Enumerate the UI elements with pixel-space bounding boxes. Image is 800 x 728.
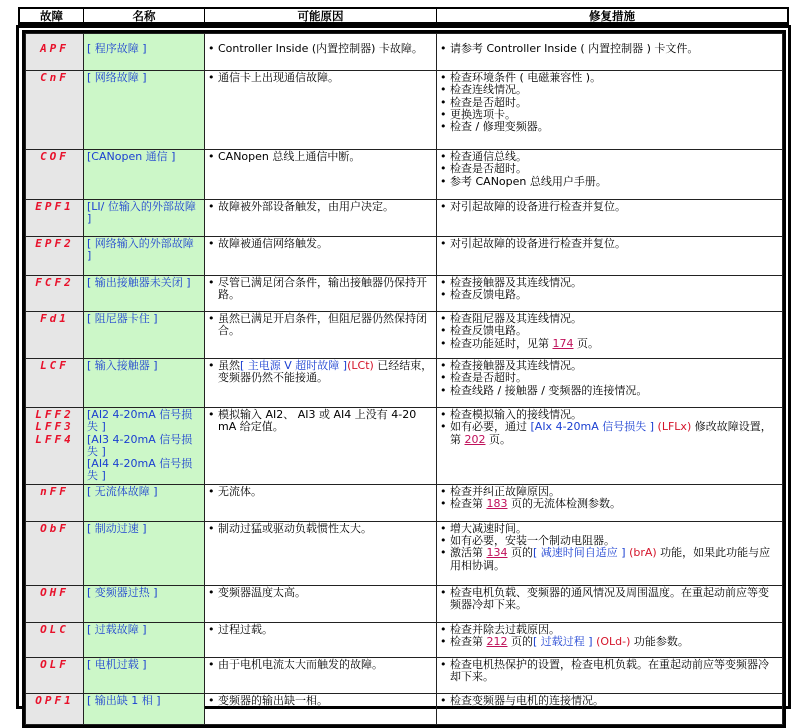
fault-name: [ 输入接触器 ]	[87, 359, 158, 372]
remedy-bullet	[440, 201, 779, 213]
fault-name-cell	[84, 359, 205, 408]
remedy-bullet	[440, 498, 779, 510]
fault-code-cell	[26, 484, 84, 521]
fault-code-cell	[26, 585, 84, 622]
fault-code-cell	[26, 408, 84, 485]
cause-cell	[205, 71, 437, 150]
fault-code: CnF	[40, 71, 69, 84]
fault-code: FCF2	[35, 276, 74, 289]
text-segment: 检查并纠正故障原因。	[450, 484, 560, 498]
remedy-bullet	[440, 695, 779, 707]
remedy-bullet	[440, 238, 779, 250]
text-segment: 变频器温度太高。	[218, 585, 306, 599]
cause-cell	[205, 312, 437, 359]
table-row	[26, 237, 783, 276]
text-segment: 检查阻尼器及其连线情况。	[450, 312, 582, 325]
fault-code: OLC	[40, 622, 69, 636]
text-segment: 增大减速时间。	[450, 521, 527, 535]
text-segment: 检查线路 / 接触器 / 变频器的连接情况。	[450, 383, 648, 397]
cause-cell	[205, 34, 437, 71]
fault-code: nFF	[40, 484, 69, 498]
text-segment: 由于电机电流太大而触发的故障。	[218, 657, 383, 671]
text-segment: 检查电机热保护的设置，检查电机负载。在重起动前应等变频器冷却下来。	[450, 657, 769, 684]
fault-name-cell	[84, 71, 205, 150]
cause-cell	[205, 521, 437, 585]
remedy-cell	[437, 237, 783, 276]
text-segment: 检查第	[450, 497, 487, 511]
remedy-bullet	[440, 587, 779, 612]
text-segment: 尽管已满足闭合条件，输出接触器仍保持开路。	[218, 276, 427, 302]
text-segment: 激活第	[450, 546, 487, 560]
text-segment: 页的	[507, 546, 533, 560]
text-segment: Controller Inside (内置控制器) 卡故障。	[218, 42, 423, 55]
fault-name-cell	[84, 484, 205, 521]
cause-cell	[205, 200, 437, 237]
page-link[interactable]: 174	[552, 336, 574, 350]
remedy-cell	[437, 484, 783, 521]
remedy-cell	[437, 657, 783, 693]
header-cause: 可能原因	[205, 9, 437, 22]
header-remedy: 修复措施	[589, 9, 635, 23]
cause-cell	[205, 359, 437, 408]
text-segment: 页。	[485, 432, 511, 446]
fault-code-cell	[26, 657, 84, 693]
parameter-ref: (LFLx)	[654, 420, 692, 434]
fault-code: OLF	[40, 657, 69, 671]
text-segment: 虽然	[218, 359, 240, 372]
text-segment: 检查环境条件 ( 电磁兼容性 )。	[450, 71, 602, 84]
fault-name-cell	[84, 34, 205, 71]
remedy-cell	[437, 276, 783, 312]
fault-code: ObF	[40, 521, 69, 535]
table-row	[26, 312, 783, 359]
cause-cell	[205, 657, 437, 693]
fault-code: EPF2	[35, 237, 74, 250]
table-row	[26, 276, 783, 312]
fault-name-cell	[84, 585, 205, 622]
text-segment: 通信卡上出现通信故障。	[218, 71, 339, 84]
text-segment: 检查电机负载、变频器的通风情况及周围温度。在重起动前应等变频器冷却下来。	[450, 585, 769, 612]
fault-name: [ 网络故障 ]	[87, 71, 147, 84]
remedy-bullet	[440, 43, 779, 55]
fault-name: [ 输出缺 1 相 ]	[87, 693, 161, 707]
text-segment: 检查第	[450, 635, 487, 649]
fault-name-cell	[84, 237, 205, 276]
fault-name: [AI4 4-20mA 信号损失 ]	[87, 457, 193, 483]
text-segment: 功能参数。	[630, 635, 689, 649]
remedy-bullet	[440, 289, 779, 301]
page-link[interactable]: 212	[486, 635, 508, 649]
cause-bullet	[208, 43, 433, 55]
cause-bullet	[208, 238, 433, 250]
header-code: 故障	[20, 9, 84, 22]
fault-name-cell	[84, 657, 205, 693]
fault-code: APF	[40, 42, 69, 55]
table-row	[26, 150, 783, 200]
cause-bullet	[208, 151, 433, 163]
parameter-ref: [ 减速时间自适应 ]	[533, 546, 626, 560]
text-segment: 检查接触器及其连线情况。	[450, 359, 582, 372]
cause-bullet	[208, 201, 433, 213]
text-segment: 故障被外部设备触发，由用户决定。	[218, 200, 394, 213]
text-segment: 无流体。	[218, 484, 262, 498]
remedy-bullet	[440, 636, 779, 648]
remedy-cell	[437, 693, 783, 724]
remedy-bullet	[440, 547, 779, 572]
table-row	[26, 200, 783, 237]
remedy-bullet	[440, 659, 779, 684]
parameter-ref: [AIx 4-20mA 信号损失 ]	[530, 420, 655, 434]
cause-bullet	[208, 486, 433, 498]
fault-name: [ 制动过速 ]	[87, 521, 147, 535]
remedy-bullet	[440, 421, 779, 446]
fault-code: LFF3	[35, 420, 74, 434]
table-row	[26, 585, 783, 622]
text-segment: 参考 CANopen 总线用户手册。	[450, 174, 607, 188]
text-segment: 检查 / 修理变频器。	[450, 120, 549, 134]
text-segment: 如有必要，安装一个制动电阻器。	[450, 534, 615, 548]
text-segment: 检查变频器与电机的连接情况。	[450, 693, 604, 707]
text-segment: 已经结束，变频器仍然不能接通。	[218, 359, 433, 385]
cause-cell	[205, 150, 437, 200]
text-segment: 变频器的输出缺一相。	[218, 693, 328, 707]
fault-name: [ 变频器过热 ]	[87, 585, 158, 599]
table-row	[26, 484, 783, 521]
remedy-cell	[437, 359, 783, 408]
text-segment: 检查是否超时。	[450, 95, 527, 109]
remedy-cell	[437, 312, 783, 359]
fault-code-cell	[26, 237, 84, 276]
text-segment: 页。	[573, 336, 599, 350]
fault-name: [ 过载故障 ]	[87, 622, 147, 636]
cause-cell	[205, 237, 437, 276]
cause-cell	[205, 484, 437, 521]
text-segment: 检查连线情况。	[450, 83, 527, 97]
remedy-cell	[437, 200, 783, 237]
remedy-cell	[437, 622, 783, 657]
parameter-ref: (OLd-)	[592, 635, 631, 649]
remedy-cell	[437, 521, 783, 585]
fault-code: COF	[40, 150, 69, 163]
fault-name: [ 程序故障 ]	[87, 42, 147, 55]
text-segment: 对引起故障的设备进行检查并复位。	[450, 237, 626, 250]
text-segment: 对引起故障的设备进行检查并复位。	[450, 200, 626, 213]
fault-name: [ 网络输入的外部故障 ]	[87, 237, 194, 263]
fault-name-cell	[84, 312, 205, 359]
text-segment: 检查接触器及其连线情况。	[450, 276, 582, 289]
remedy-cell	[437, 34, 783, 71]
fault-name-cell	[84, 200, 205, 237]
header-name: 名称	[84, 9, 205, 22]
fault-code-cell	[26, 521, 84, 585]
text-segment: 检查通信总线。	[450, 150, 527, 163]
fault-code: Fd1	[40, 312, 69, 325]
fault-name: [ 输出接触器未关闭 ]	[87, 276, 191, 289]
text-segment: 页的无流体检测参数。	[507, 497, 621, 511]
text-segment: 检查反馈电路。	[450, 324, 527, 338]
cause-cell	[205, 276, 437, 312]
cause-bullet	[208, 523, 433, 535]
fault-name-cell	[84, 276, 205, 312]
page-link[interactable]: 183	[486, 497, 508, 511]
text-segment: 修改故障设置，第	[450, 420, 772, 446]
table-row	[26, 408, 783, 485]
text-segment: 检查功能延时，见第	[450, 336, 553, 350]
fault-code-cell	[26, 276, 84, 312]
fault-name: [AI2 4-20mA 信号损失 ]	[87, 408, 193, 434]
cause-cell	[205, 693, 437, 724]
remedy-cell	[437, 585, 783, 622]
cause-bullet	[208, 587, 433, 599]
fault-name: [ 阻尼器卡住 ]	[87, 312, 158, 325]
parameter-ref: (LCt)	[347, 359, 374, 372]
table-row	[26, 622, 783, 657]
fault-name-cell	[84, 408, 205, 485]
text-segment: 检查反馈电路。	[450, 288, 527, 302]
fault-code: LFF4	[35, 432, 74, 446]
fault-name-cell	[84, 521, 205, 585]
fault-name-cell	[84, 622, 205, 657]
fault-name: [AI3 4-20mA 信号损失 ]	[87, 432, 193, 458]
table-row	[26, 521, 783, 585]
cause-cell	[205, 408, 437, 485]
cause-bullet	[208, 695, 433, 707]
fault-table	[22, 30, 786, 728]
text-segment: 检查并除去过载原因。	[450, 622, 560, 636]
text-segment: 虽然已满足开启条件，但阻尼器仍然保持闭合。	[218, 312, 427, 338]
cause-bullet	[208, 313, 433, 338]
remedy-cell	[437, 71, 783, 150]
table-row	[26, 71, 783, 150]
text-segment: 如有必要，通过	[450, 420, 531, 434]
fault-code: OHF	[40, 585, 69, 599]
cause-bullet	[208, 277, 433, 302]
cause-cell	[205, 585, 437, 622]
fault-code: LCF	[40, 359, 69, 372]
page-link[interactable]: 202	[464, 432, 486, 446]
parameter-ref: [ 过载过程 ]	[533, 635, 593, 649]
cause-bullet	[208, 360, 433, 385]
fault-name-cell	[84, 150, 205, 200]
table-row	[26, 657, 783, 693]
fault-name: [ 无流体故障 ]	[87, 484, 158, 498]
text-segment: CANopen 总线上通信中断。	[218, 150, 361, 163]
fault-name: [ 电机过载 ]	[87, 657, 147, 671]
cause-bullet	[208, 72, 433, 84]
table-row	[26, 359, 783, 408]
cause-bullet	[208, 409, 433, 434]
fault-code-cell	[26, 622, 84, 657]
page-link[interactable]: 134	[486, 546, 508, 560]
text-segment: 检查是否超时。	[450, 162, 527, 176]
fault-code-cell	[26, 150, 84, 200]
text-segment: 制动过猛或驱动负载惯性太大。	[218, 521, 372, 535]
text-segment: 页的	[507, 635, 533, 649]
cause-cell	[205, 622, 437, 657]
fault-name: [CANopen 通信 ]	[87, 150, 176, 163]
text-segment: 功能，如果此功能与应用相协调。	[450, 546, 771, 572]
fault-code-cell	[26, 71, 84, 150]
table-row	[26, 693, 783, 724]
parameter-ref: [ 主电源 V 超时故障 ]	[240, 359, 348, 372]
parameter-ref: (brA)	[625, 546, 657, 560]
remedy-bullet	[440, 121, 779, 133]
fault-code: OPF1	[35, 693, 74, 707]
remedy-bullet	[440, 338, 779, 350]
text-segment: 故障被通信网络触发。	[218, 237, 328, 250]
table-header	[18, 7, 789, 25]
table-row	[26, 34, 783, 71]
fault-code: LFF2	[35, 408, 74, 421]
fault-code-cell	[26, 34, 84, 71]
text-segment: 过程过载。	[218, 622, 273, 636]
remedy-bullet	[440, 385, 779, 397]
fault-code-cell	[26, 312, 84, 359]
cause-bullet	[208, 624, 433, 636]
remedy-cell	[437, 408, 783, 485]
fault-code-cell	[26, 693, 84, 724]
fault-name-cell	[84, 693, 205, 724]
text-segment: 更换选项卡。	[450, 107, 516, 121]
text-segment: 检查是否超时。	[450, 371, 527, 385]
fault-name: [LI/ 位输入的外部故障 ]	[87, 200, 196, 226]
text-segment: 检查模拟输入的接线情况。	[450, 408, 582, 421]
text-segment: 请参考 Controller Inside ( 内置控制器 ) 卡文件。	[450, 42, 699, 55]
fault-code-cell	[26, 200, 84, 237]
fault-code-cell	[26, 359, 84, 408]
cause-bullet	[208, 659, 433, 671]
fault-code: EPF1	[35, 200, 74, 213]
remedy-cell	[437, 150, 783, 200]
remedy-bullet	[440, 176, 779, 188]
text-segment: 模拟输入 AI2、 AI3 或 AI4 上没有 4-20 mA 给定值。	[218, 408, 417, 434]
